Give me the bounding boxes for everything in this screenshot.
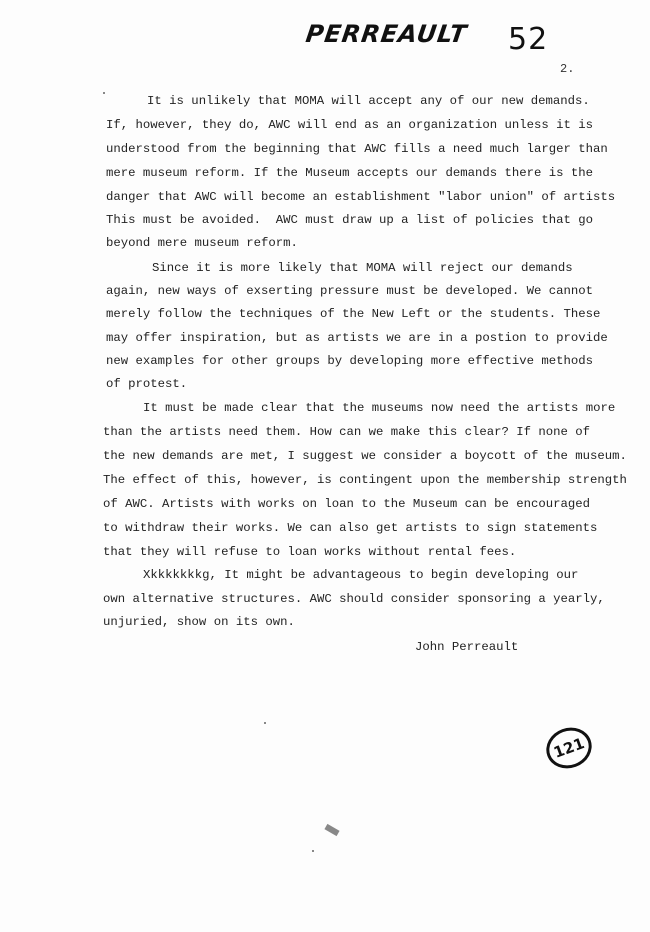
handwritten-author-name: PERREAULT	[304, 20, 469, 48]
text-line: to withdraw their works. We can also get artists to sign statements	[103, 521, 598, 535]
text-line: Since it is more likely that MOMA will reject our demands	[93, 261, 573, 275]
text-line: mere museum reform. If the Museum accepts our demands there is the	[106, 166, 594, 180]
handwritten-folder-number: 52	[508, 22, 549, 57]
speck	[312, 850, 314, 852]
circled-page-annotation	[541, 721, 598, 774]
text-line: of protest.	[106, 377, 188, 391]
text-line: may offer inspiration, but as artists we are in a postion to provide	[106, 331, 608, 345]
text-line: The effect of this, however, is contingent upon the membership strength	[103, 473, 627, 487]
text-line: than the artists need them. How can we make this clear? If none of	[103, 425, 591, 439]
speck	[103, 92, 105, 94]
text-line: that they will refuse to loan works without rental fees.	[103, 545, 517, 559]
text-line: understood from the beginning that AWC fills a need much larger than	[106, 142, 608, 156]
text-line: own alternative structures. AWC should consider sponsoring a yearly,	[103, 592, 605, 606]
text-line: It is unlikely that MOMA will accept any of our new demands.	[88, 94, 590, 108]
text-line: again, new ways of exserting pressure must be developed. We cannot	[106, 284, 594, 298]
text-line: This must be avoided. AWC must draw up a list of policies that go	[106, 213, 594, 227]
speck	[264, 722, 266, 724]
signature: John Perreault	[415, 640, 519, 654]
page-number: 2.	[560, 62, 575, 76]
text-line: Xkkkkkkkg, It might be advantageous to begin developing our	[84, 568, 579, 582]
text-line: merely follow the techniques of the New Left or the students. These	[106, 307, 601, 321]
ink-smudge	[324, 824, 339, 836]
text-line: unjuried, show on its own.	[103, 615, 295, 629]
circled-number: 121	[551, 734, 587, 762]
text-line: If, however, they do, AWC will end as an organization unless it is	[106, 118, 594, 132]
text-line: beyond mere museum reform.	[106, 236, 298, 250]
text-line: danger that AWC will become an establishment "labor union" of artists	[106, 190, 616, 204]
text-line: It must be made clear that the museums now need the artists more	[84, 401, 616, 415]
text-line: new examples for other groups by developing more effective methods	[106, 354, 594, 368]
text-line: of AWC. Artists with works on loan to the Museum can be encouraged	[103, 497, 591, 511]
text-line: the new demands are met, I suggest we consider a boycott of the museum.	[103, 449, 627, 463]
